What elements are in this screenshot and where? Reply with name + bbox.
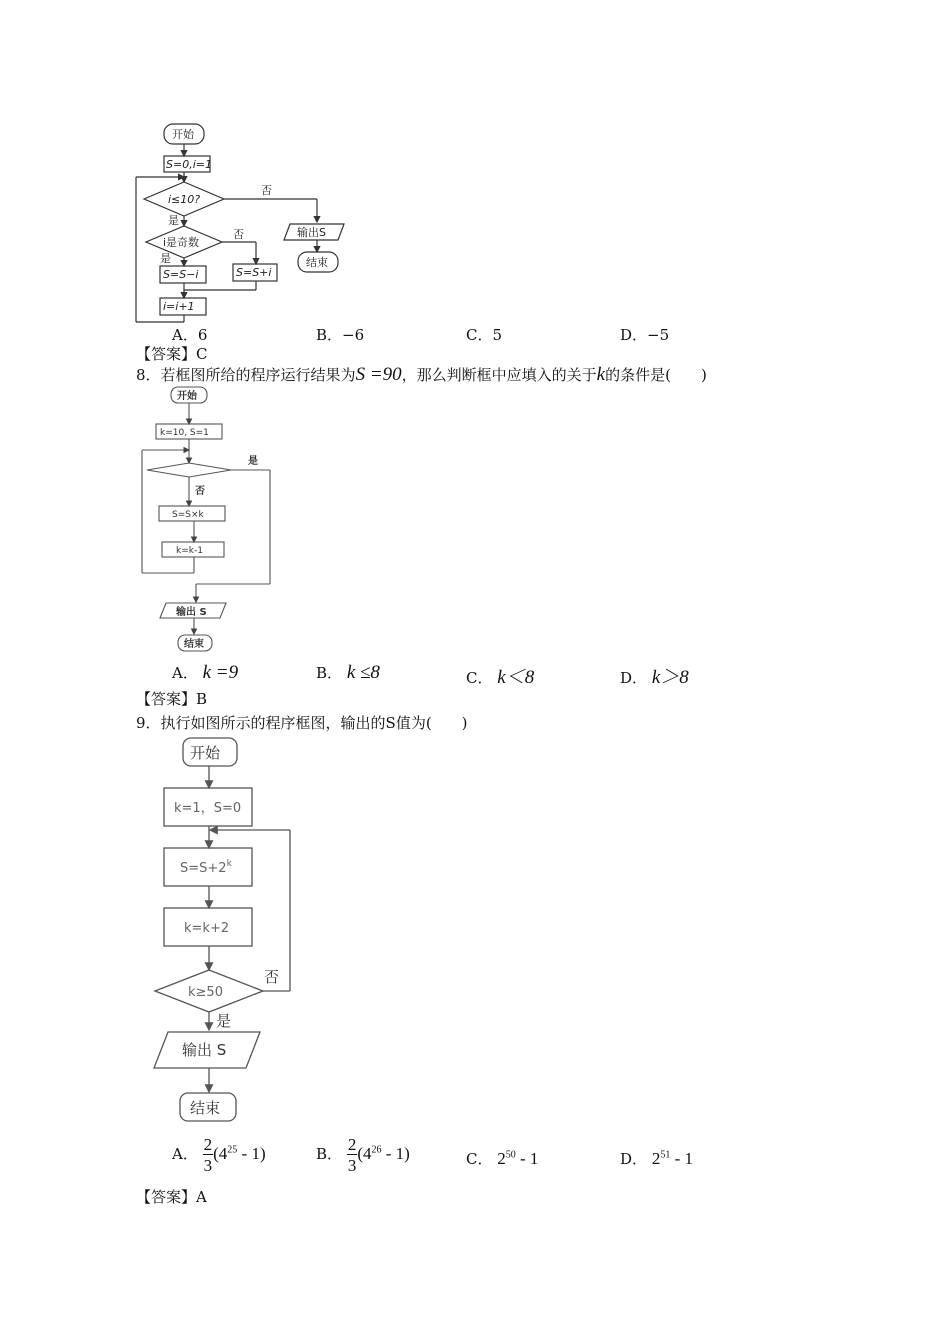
fc2-yes-label: 是 [248,456,258,467]
fc1-output-text: 输出S [297,226,326,239]
fc3-cond-text: k≥50 [188,985,223,1000]
q7-answer: 【答案】C [136,345,208,363]
fc2-cond-diamond [147,463,231,477]
q8-question: 8．若框图所给的程序运行结果为S =90，那么判断框中应填入的关于k的条件是( ) [136,364,707,385]
fc2-start-text: 开始 [177,391,197,402]
fc2-init-text: k=10, S=1 [160,428,209,438]
q9-option-b: B． $\frac{2}{3}$ $(4^{26} - 1)$ [316,1135,410,1175]
fc1-end-text: 结束 [306,256,328,269]
fc1-yes2-label: 是 [160,252,171,265]
fc1-init-text: S=0,i=1 [166,158,212,171]
fc2-dec-text: k=k-1 [176,546,203,556]
flowchart-q8 [138,384,278,656]
fc1-start-text: 开始 [172,128,194,141]
fc3-output-text: 输出 S [182,1041,227,1059]
q9-b-fraction: $\frac{2}{3}$ [347,1135,357,1175]
q8-answer: 【答案】B [136,690,208,708]
q9-option-a: A． $\frac{2}{3}$ $(4^{25} - 1)$ [172,1135,266,1175]
fc3-no-label: 否 [264,968,280,986]
q9-a-fraction: $\frac{2}{3}$ [203,1135,213,1175]
flowchart-q7 [130,118,370,328]
fc3-end-text: 结束 [190,1099,221,1117]
q7-option-c: C．5 [466,326,503,344]
q9-answer: 【答案】A [136,1188,207,1206]
q7-option-a: A．6 [172,326,208,344]
q8-option-b: B． k ≤8 [316,662,380,683]
fc1-even-box-text: S=S+i [236,266,272,279]
q9-question: 9．执行如图所示的程序框图，输出的S值为( ) [136,714,468,732]
fc3-init-text: k=1，S=0 [174,801,242,816]
q8-option-c: C． k＜8 [466,667,535,688]
q9-option-d: D． $2^{51} - 1$ [620,1149,693,1168]
fc1-incr-text: i=i+1 [163,300,195,313]
q7-option-d: D．−5 [620,326,670,344]
fc2-output-text: 输出 S [176,607,207,618]
fc1-cond-text: i≤10? [168,193,201,206]
fc1-no-label: 否 [261,184,272,197]
fc1-yes-label: 是 [168,214,179,227]
flowchart-q9 [150,734,310,1126]
fc2-mult-text: S=S×k [172,510,204,520]
q8-option-a: A． k =9 [172,662,239,683]
q9-option-c: C． $2^{50} - 1$ [466,1149,539,1168]
q7-option-b: B．−6 [316,326,365,344]
fc2-no-label: 否 [195,486,205,497]
fc3-sum-text: $S=S+2^k$ [180,859,232,876]
fc1-odd-text: i是奇数 [163,236,200,249]
fc3-start-text: 开始 [190,744,221,762]
fc1-odd-box-text: S=S−i [163,268,199,281]
q8-option-d: D． k＞8 [620,667,689,688]
fc2-end-text: 结束 [184,639,204,650]
fc1-no2-label: 否 [233,228,244,241]
fc3-yes-label: 是 [216,1012,232,1030]
fc3-step-text: k=k+2 [184,921,230,936]
